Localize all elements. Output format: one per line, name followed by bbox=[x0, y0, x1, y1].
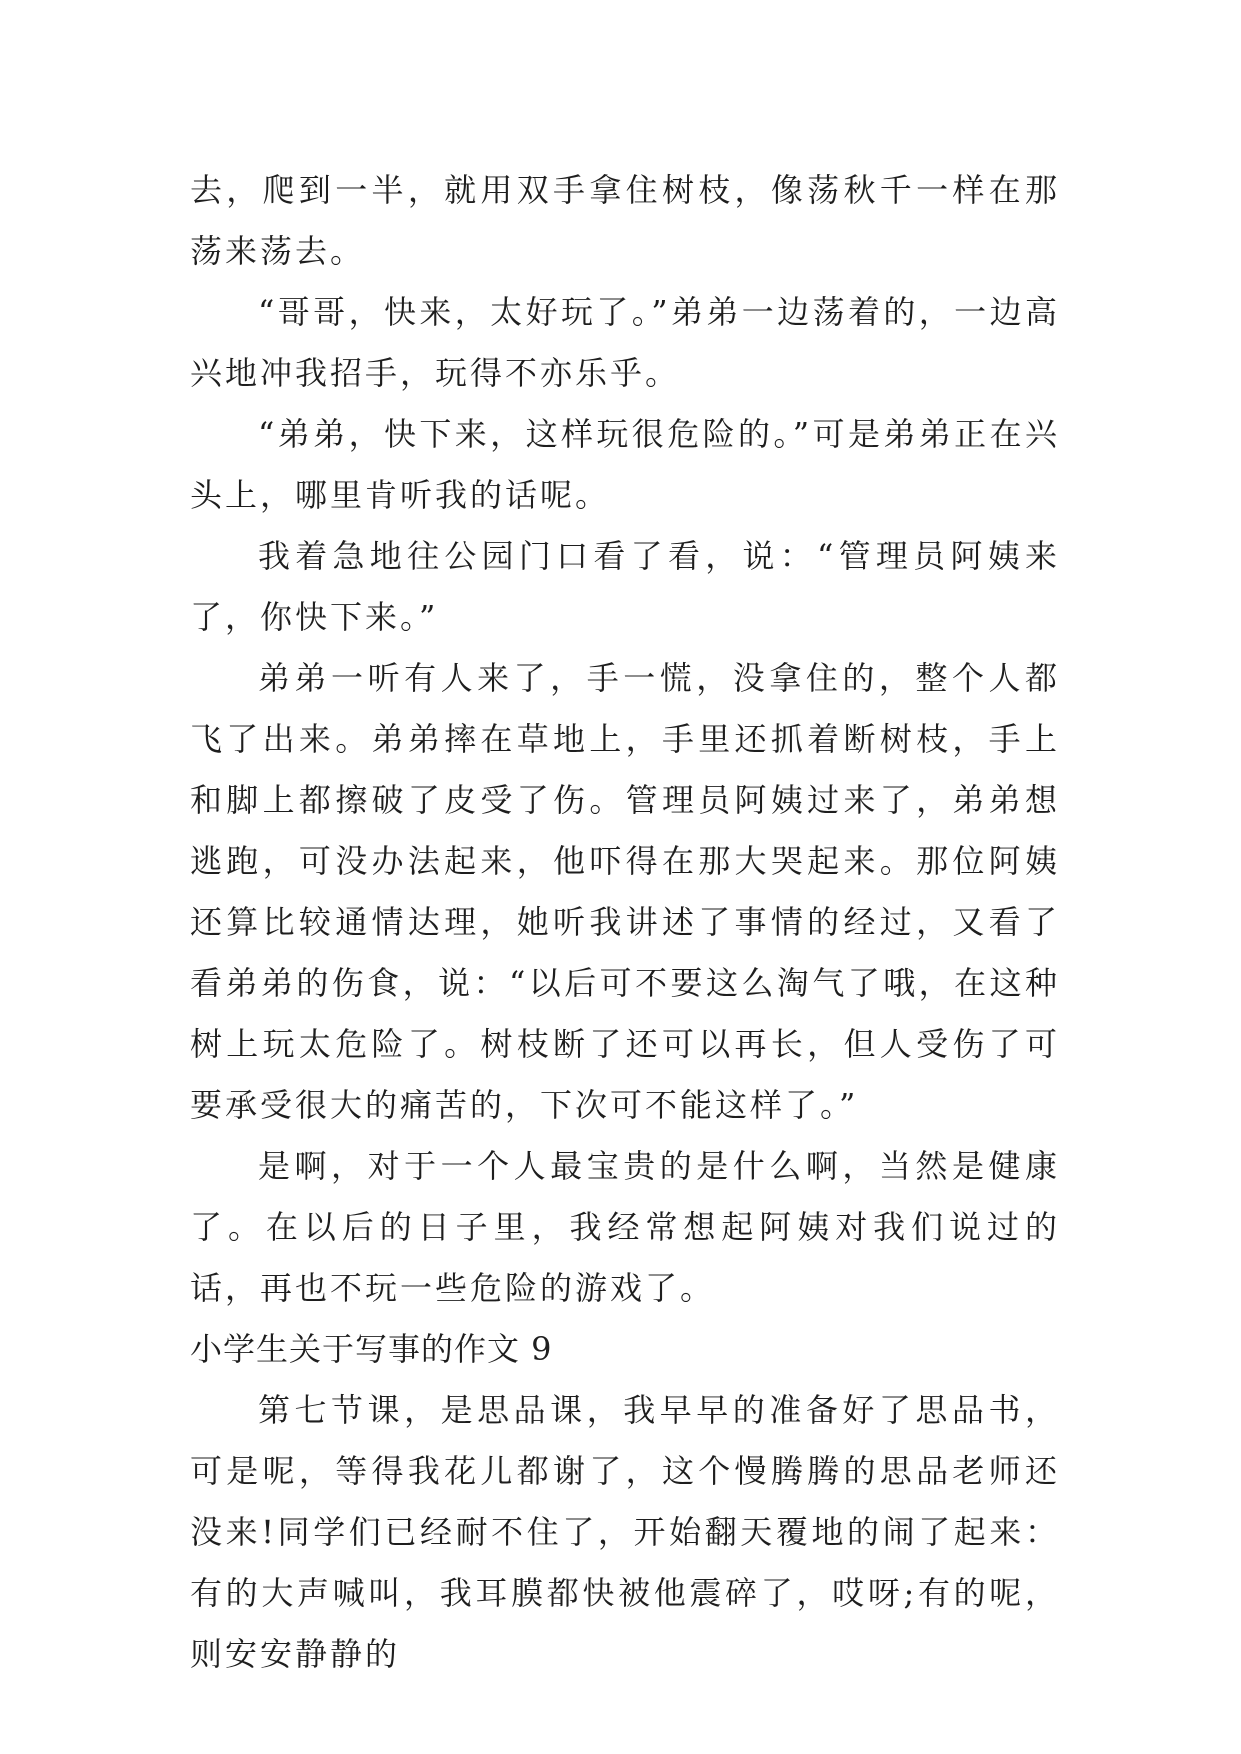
paragraph-3: “弟弟，快下来，这样玩很危险的。”可是弟弟正在兴头上，哪里肯听我的话呢。 bbox=[190, 415, 1060, 514]
paragraph-5: 弟弟一听有人来了，手一慌，没拿住的，整个人都飞了出来。弟弟摔在草地上，手里还抓着断树枝，手上和脚上都擦破了皮受了伤。管理员阿姨过来了，弟弟想逃跑，可没办法起来，他吓得在那大哭起来。那位阿姨还算比较通情达理，她听我讲述了事情的经过，又看了看弟弟的伤食，说：“以后可不要这么淘气了哦，在这种树上玩太危险了。树枝断了还可以再长，但人受伤了可要承受很大的痛苦的，下次可不能这样了。” bbox=[190, 659, 1060, 1124]
paragraph-1: 去，爬到一半，就用双手拿住树枝，像荡秋千一样在那荡来荡去。 bbox=[190, 171, 1060, 270]
paragraph-6: 是啊，对于一个人最宝贵的是什么啊，当然是健康了。在以后的日子里，我经常想起阿姨对我们说过的话，再也不玩一些危险的游戏了。 bbox=[190, 1147, 1060, 1307]
paragraph-4: 我着急地往公园门口看了看，说：“管理员阿姨来了，你快下来。” bbox=[190, 537, 1060, 636]
paragraph-2: “哥哥，快来，太好玩了。”弟弟一边荡着的，一边高兴地冲我招手，玩得不亦乐乎。 bbox=[190, 293, 1060, 392]
section-title: 小学生关于写事的作文 9 bbox=[190, 1330, 553, 1368]
document-body bbox=[190, 160, 1060, 1685]
paragraph-7: 第七节课，是思品课，我早早的准备好了思品书，可是呢，等得我花儿都谢了，这个慢腾腾的思品老师还没来!同学们已经耐不住了，开始翻天覆地的闹了起来：有的大声喊叫，我耳膜都快被他震碎了，哎呀;有的呢，则安安静静的 bbox=[190, 1391, 1060, 1673]
